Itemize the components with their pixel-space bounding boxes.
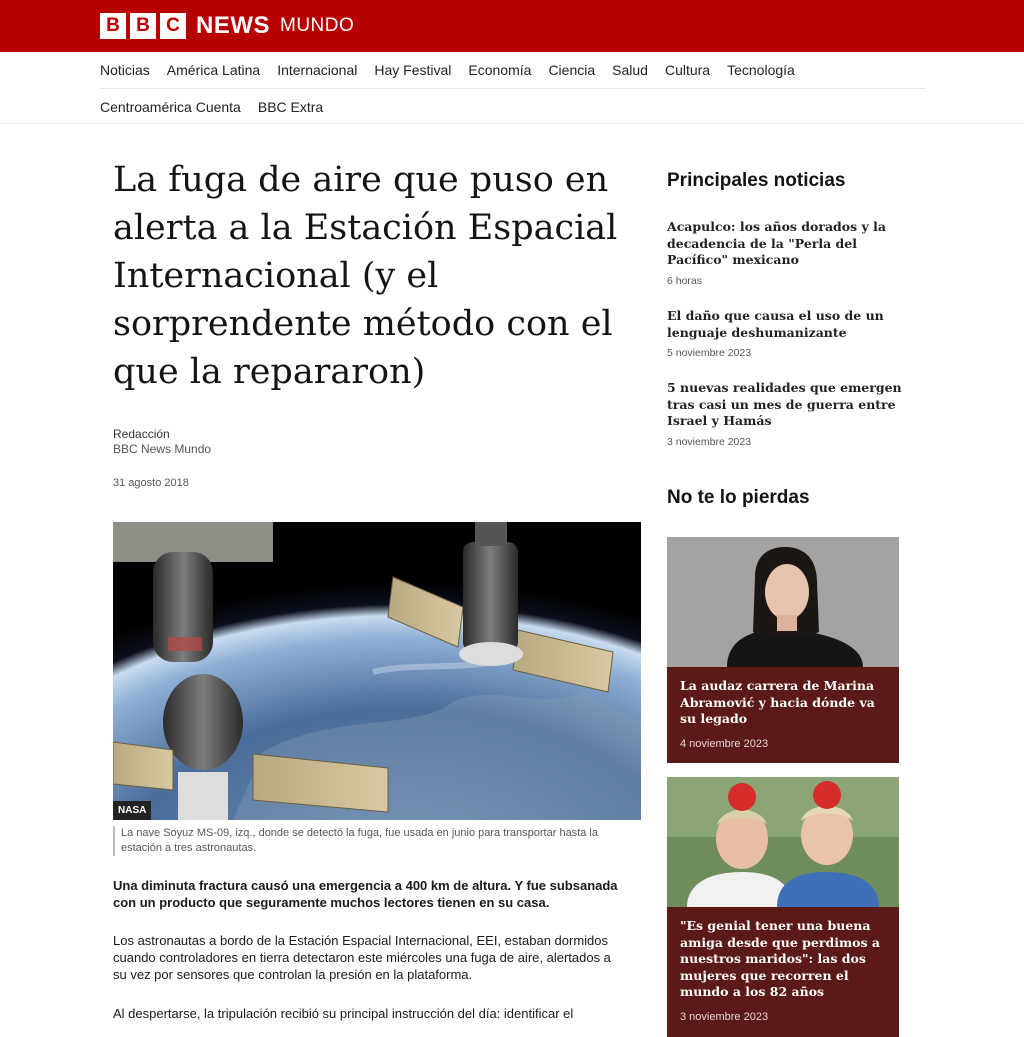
two-women-photo	[667, 777, 899, 907]
top-story-time: 3 noviembre 2023	[667, 435, 752, 448]
article-lead: Una diminuta fractura causó una emergencia a 400 km de altura. Y fue subsanada con un producto que seguramente muchos lectores tienen en su casa.	[113, 878, 618, 910]
top-story-item[interactable]	[667, 219, 902, 287]
progress-spacecraft	[459, 522, 523, 666]
image-credit: NASA	[113, 801, 151, 820]
logo-letter: B	[100, 13, 126, 39]
top-story-title[interactable]: El daño que causa el uso de un lenguaje deshumanizante	[667, 308, 884, 340]
top-stories-heading: Principales noticias	[667, 170, 846, 191]
dont-miss-heading: No te lo pierdas	[667, 487, 810, 508]
feature-card-title[interactable]: "Es genial tener una buena amiga desde que perdimos a nuestros maridos": las dos mujeres que recorren el mundo a los 82 años	[680, 918, 880, 999]
nav-item-bbc-extra[interactable]: BBC Extra	[257, 98, 324, 115]
article-paragraph: Al despertarse, la tripulación recibió su principal instrucción del día: identificar el	[113, 1006, 574, 1021]
top-story-time: 5 noviembre 2023	[667, 347, 752, 359]
article-date: 31 agosto 2018	[113, 477, 189, 489]
byline	[113, 427, 211, 457]
nav-row-primary	[100, 52, 926, 89]
feature-card[interactable]	[667, 777, 899, 1037]
feature-card-image[interactable]	[667, 777, 899, 907]
logo-letter: B	[130, 13, 156, 39]
top-story-item[interactable]	[667, 380, 902, 448]
logo-letter: C	[160, 13, 186, 39]
nav-item-internacional[interactable]: Internacional	[277, 62, 358, 78]
nav-item-economia[interactable]: Economía	[468, 62, 532, 78]
feature-card-title[interactable]: La audaz carrera de Marina Abramović y hacia dónde va su legado	[680, 678, 875, 726]
nav-item-centroamerica-cuenta[interactable]: Centroamérica Cuenta	[100, 98, 241, 115]
byline-outlet: BBC News Mundo	[113, 442, 212, 456]
portrait-photo	[667, 537, 899, 667]
hero-image	[113, 522, 641, 820]
bbc-news-mundo-logo[interactable]	[100, 12, 354, 40]
feature-card[interactable]	[667, 537, 899, 763]
top-story-title[interactable]: Acapulco: los años dorados y la decadencia de la "Perla del Pacífico" mexicano	[667, 219, 886, 267]
feature-card-image[interactable]	[667, 537, 899, 667]
soyuz-space-station-photo	[113, 522, 641, 820]
image-caption: La nave Soyuz MS-09, izq., donde se detectó la fuga, fue usada en junio para transportar hasta la estación a tres astronautas.	[113, 826, 641, 856]
nav-item-hay-festival[interactable]: Hay Festival	[374, 62, 452, 78]
article-paragraph: Los astronautas a bordo de la Estación Espacial Internacional, EEI, estaban dormidos cuando controladores en tierra detectaron este miércoles una fuga de aire, alertados a su vez por sensores que controlan la presión en la plataforma.	[113, 933, 611, 982]
nav-item-cultura[interactable]: Cultura	[664, 62, 711, 78]
nav-item-ciencia[interactable]: Ciencia	[548, 62, 596, 78]
top-story-time: 6 horas	[667, 274, 703, 287]
nav-item-salud[interactable]: Salud	[612, 62, 648, 78]
nav-item-tecnologia[interactable]: Tecnología	[727, 62, 795, 78]
nav-item-noticias[interactable]: Noticias	[100, 62, 150, 78]
top-story-item[interactable]	[667, 308, 902, 359]
nav-row-secondary	[100, 89, 926, 124]
feature-card-time: 4 noviembre 2023	[680, 737, 769, 750]
top-story-title[interactable]: 5 nuevas realidades que emergen tras casi un mes de guerra entre Israel y Hamás	[667, 380, 902, 428]
masthead	[0, 0, 1024, 52]
byline-author: Redacción	[113, 427, 170, 441]
logo-edition: MUNDO	[280, 15, 355, 36]
article-headline: La fuga de aire que puso en alerta a la Estación Espacial Internacional (y el sorprendente método con el que la repararon)	[113, 160, 618, 392]
logo-news: NEWS	[196, 12, 270, 39]
nav-item-america-latina[interactable]: América Latina	[166, 62, 261, 78]
feature-card-time: 3 noviembre 2023	[680, 1010, 769, 1023]
main-navigation	[0, 52, 1024, 124]
